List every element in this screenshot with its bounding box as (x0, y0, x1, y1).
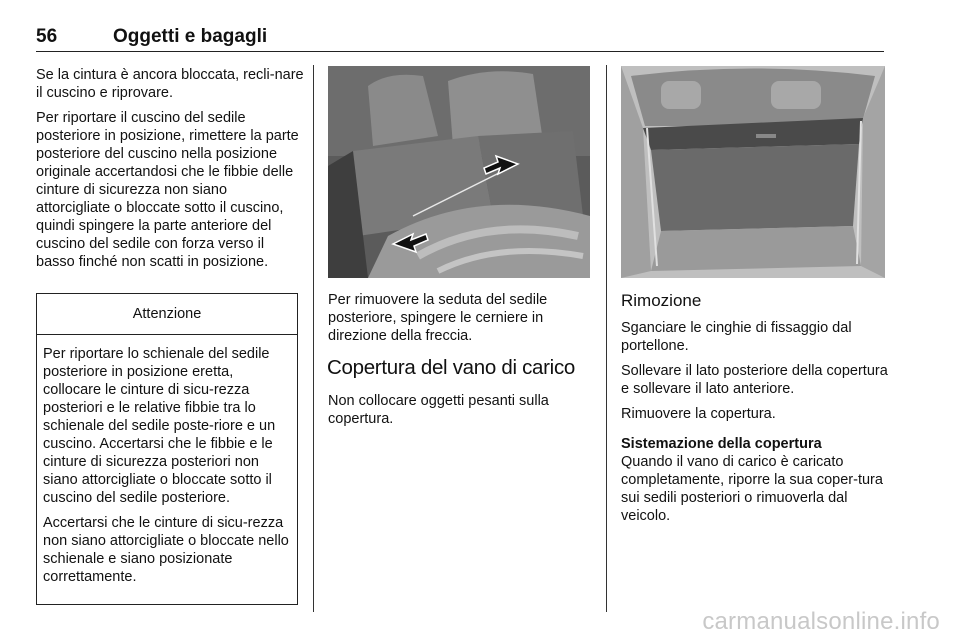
page-number: 56 (36, 26, 58, 47)
paragraph: Sganciare le cinghie di fissaggio dal portellone. (621, 320, 852, 354)
paragraph: Per riportare il cuscino del sedile posteriore in posizione, rimettere la parte posteriore del cuscino nella posizione originale accertandosi che le fibbie delle cinture di sicurezza non siano attorcigliate o bloccate sotto il cuscino, quindi spingere la parte anteriore del cuscino del sedile con forza verso il basso finché non scatti in posizione. (36, 110, 299, 270)
warning-body (37, 335, 297, 586)
paragraph: Se la cintura è ancora bloccata, recli-nare il cuscino e riprovare. (36, 67, 304, 101)
subsection-heading: Rimozione (621, 291, 702, 310)
cargo-cover-illustration (621, 66, 885, 278)
rear-seat-drawing (328, 66, 590, 278)
column-1 (36, 66, 304, 278)
warning-paragraph: Accertarsi che le cinture di sicu-rezza non siano attorcigliate o bloccate nello schienale e siano posizionate correttamente. (43, 515, 289, 585)
warning-title: Attenzione (37, 294, 297, 335)
column-divider-2 (606, 65, 607, 612)
column-3 (621, 292, 889, 532)
image-caption: Per rimuovere la seduta del sedile posteriore, spingere le cerniere in direzione della freccia. (328, 292, 548, 344)
warning-box (36, 293, 298, 605)
paragraph: Quando il vano di carico è caricato completamente, riporre la sua coper-tura sui sedili posteriori o rimuoverla dal veicolo. (621, 454, 883, 524)
cargo-cover-drawing (621, 66, 885, 278)
section-title: Oggetti e bagagli (113, 26, 268, 47)
paragraph: Sollevare il lato posteriore della copertura e sollevare il lato anteriore. (621, 363, 888, 397)
column-divider-1 (313, 65, 314, 612)
bold-subheading: Sistemazione della copertura (621, 436, 822, 452)
paragraph: Rimuovere la copertura. (621, 406, 776, 422)
warning-paragraph: Per riportare lo schienale del sedile posteriore in posizione eretta, collocare le cinture di sicu-rezza posteriori e le relative fibbie tra lo schienale del sedile poste-riore e un cuscino. Accertarsi che le fibbie e le cinture di sicurezza posteriori non siano attorcigliate o bloccate sotto il cuscino del sedile posteriore. (43, 346, 276, 506)
paragraph: Non collocare oggetti pesanti sulla copertura. (328, 392, 549, 427)
rear-seat-illustration (328, 66, 590, 278)
header-rule (36, 51, 884, 52)
watermark: carmanualsonline.info (702, 608, 940, 635)
column-2 (328, 291, 596, 442)
section-heading: Copertura del vano di carico (327, 356, 575, 379)
